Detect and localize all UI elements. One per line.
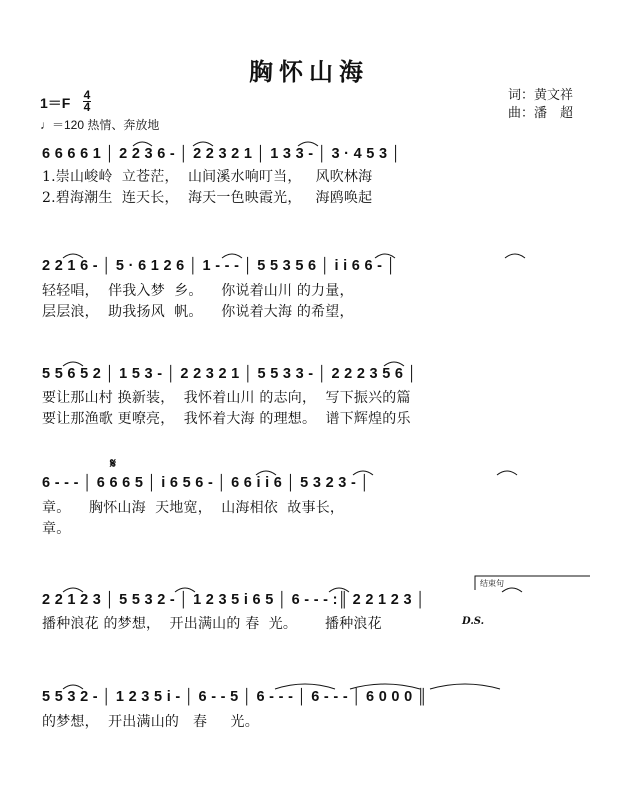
ending-bracket	[475, 576, 590, 590]
slurs	[63, 142, 590, 689]
slur	[505, 254, 525, 258]
slur	[256, 471, 276, 475]
lyrics-row-4-verse-1: 章。 胸怀山海 天地宽， 山海相依 故事长，	[42, 500, 345, 516]
meter-denominator: 4	[83, 100, 91, 114]
slur	[298, 142, 318, 146]
lyricist-credit: 词：黄文祥	[508, 88, 574, 103]
slur	[63, 588, 83, 592]
slur	[329, 588, 349, 592]
lyrics-row-6: 的梦想， 开出满山的 春 光。	[42, 714, 259, 730]
ending-label: 结束句	[480, 579, 504, 588]
tie	[275, 684, 335, 689]
slur	[497, 471, 517, 475]
notation-row-3: 5 5 6 5 2 │ 1 5 3 - │ 2 2 3 2 1 │ 5 5 3 3 - │ 2 2 2 3 5 6 │	[42, 366, 417, 382]
slur	[63, 362, 83, 366]
slur	[375, 254, 395, 258]
slur	[133, 142, 152, 146]
lyrics-row-4-verse-2: 章。	[42, 521, 71, 537]
lyrics-row-2-verse-1: 轻轻唱， 伴我入梦 乡。 你说着山川 的力量，	[42, 283, 354, 299]
notation-row-4: 6 - - - │ 6 6 6 5 │ i 6 5 6 - │ 6 6 i i 6 │ 5 3 2 3 - │	[42, 475, 370, 491]
key-signature: 1＝F	[40, 95, 71, 111]
segno-sign: 𝄋	[110, 456, 117, 472]
meter-numerator: 4	[83, 88, 91, 102]
notation-row-1: 6 6 6 6 1 │ 2 2 3 6 - │ 2 2 3 2 1 │ 1 3 3 - │ 3 · 4 5 3 │	[42, 146, 402, 162]
notation-row-6: 5 5 3 2 - │ 1 2 3 5 i - │ 6 - - 5 │ 6 - - - │ 6 - - - │ 6 0 0 0 ║	[42, 689, 428, 705]
lyrics-row-2-verse-2: 层层浪， 助我扬风 帆。 你说着大海 的希望，	[42, 304, 354, 320]
lyrics-row-1-verse-1: 1.崇山峻岭 立苍茫， 山间溪水响叮当， 风吹林海	[42, 169, 373, 185]
lyrics-row-3-verse-1: 要让那山村 换新装， 我怀着山川 的志向， 写下振兴的篇	[42, 390, 411, 406]
slur	[63, 254, 83, 258]
lyrics-row-1-verse-2: 2.碧海潮生 连天长， 海天一色映霞光， 海鸥唤起	[42, 190, 373, 206]
slur	[353, 471, 373, 475]
slur	[63, 685, 83, 689]
ds-marking: D.S.	[462, 616, 485, 627]
lyrics-row-3-verse-2: 要让那渔歌 更嘹亮， 我怀着大海 的理想。 谱下辉煌的乐	[42, 411, 411, 427]
composer-credit: 曲：潘 超	[508, 106, 574, 121]
slur	[384, 362, 404, 366]
notation-row-2: 2 2 1 6 - │ 5 · 6 1 2 6 │ 1 - - - │ 5 5 3 5 6 │ i i 6 6 - │	[42, 258, 396, 274]
song-title: 胸怀山海	[249, 57, 369, 86]
tie	[350, 684, 420, 689]
notation-row-5: 2 2 1 2 3 │ 5 5 3 2 - │ 1 2 3 5 i 6 5 │ 6 - - - :║ 2 2 1 2 3 │	[42, 592, 426, 608]
slur	[222, 254, 242, 258]
slur	[175, 588, 195, 592]
tempo-text: ＝120 热情、奔放地	[52, 118, 160, 132]
lyrics-row-5: 播种浪花 的梦想， 开出满山的 春 光。 播种浪花	[42, 616, 382, 632]
quarter-note-icon: ♩	[40, 118, 52, 132]
slur	[502, 588, 522, 592]
tie	[430, 684, 500, 689]
slur	[193, 142, 213, 146]
